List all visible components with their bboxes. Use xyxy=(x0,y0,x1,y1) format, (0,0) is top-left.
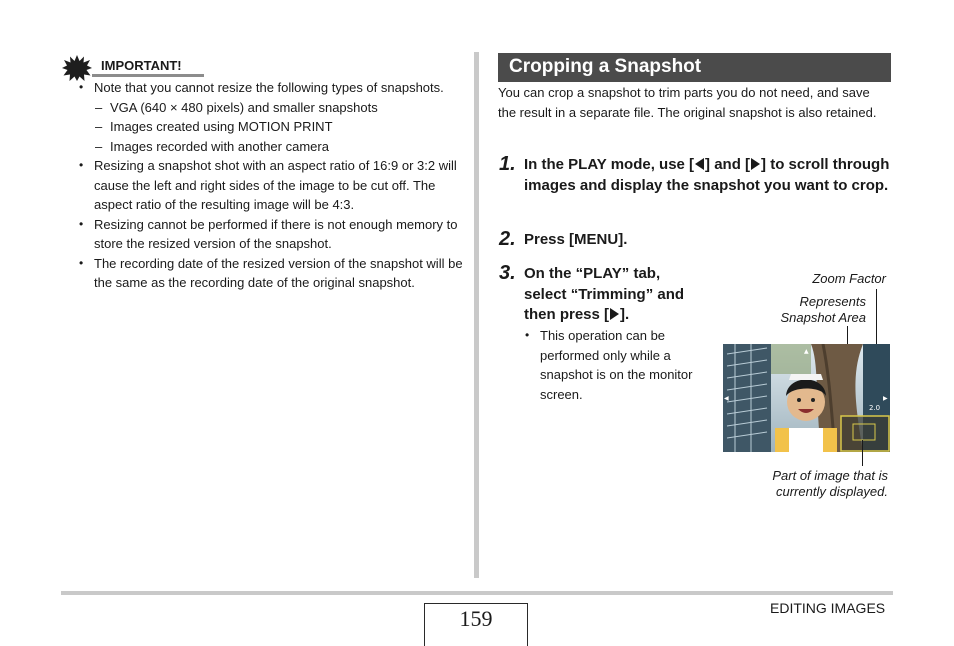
section-intro: You can crop a snapshot to trim parts you do not need, and save the result in a separate file. The original snapshot is also retained. xyxy=(498,85,877,120)
step-3-number: 3. xyxy=(499,262,516,284)
step-1-text: In the PLAY mode, use [ ] and [ ] to scroll through images and display the snapshot you want to crop. xyxy=(524,156,890,194)
footer-rule xyxy=(61,591,893,595)
note-sublist xyxy=(94,98,463,157)
note-item xyxy=(78,78,463,156)
svg-text:◀: ◀ xyxy=(724,395,729,402)
page-number: 159 xyxy=(459,606,493,631)
note-item: • Resizing cannot be performed if there is not enough memory to store the resized version of the snapshot. xyxy=(78,215,463,254)
note-subitem: – Images recorded with another camera xyxy=(94,137,463,157)
note-text: Note that you cannot resize the following types of snapshots. xyxy=(94,80,444,95)
column-divider xyxy=(474,52,479,578)
step-3-note: • This operation can be performed only while a snapshot is on the monitor screen. xyxy=(524,326,709,404)
callout-line-displayed-part xyxy=(862,440,863,466)
note-subitem: – Images created using MOTION PRINT xyxy=(94,117,463,137)
step-2-number: 2. xyxy=(499,228,516,250)
important-notes-list xyxy=(78,78,463,293)
note-item: • The recording date of the resized version of the snapshot will be the same as the recording date of the original snapshot. xyxy=(78,254,463,293)
step-1-number: 1. xyxy=(499,153,516,175)
svg-text:▼: ▼ xyxy=(804,442,809,449)
footer-section-name: EDITING IMAGES xyxy=(770,600,886,616)
callout-zoom-factor: Zoom Factor xyxy=(812,271,886,286)
note-item: • Resizing a snapshot shot with an aspect ratio of 16:9 or 3:2 will cause the left and right sides of the image to be cut off. The aspect ratio of the resulting image will be 4:3. xyxy=(78,156,463,215)
svg-text:▶: ▶ xyxy=(883,395,888,402)
left-arrow-icon xyxy=(695,158,704,170)
important-heading: IMPORTANT! xyxy=(101,58,182,73)
right-arrow-icon xyxy=(751,158,760,170)
right-arrow-icon xyxy=(610,308,619,320)
svg-text:▲: ▲ xyxy=(804,348,809,355)
step-3-text: On the “PLAY” tab, select “Trimming” and then press [ ]. xyxy=(524,265,685,324)
important-underline xyxy=(92,74,204,77)
callout-represents-snapshot-area: Represents Snapshot Area xyxy=(780,294,866,325)
section-title: Cropping a Snapshot xyxy=(509,56,702,77)
callout-displayed-part: Part of image that is currently displayed. xyxy=(772,468,888,499)
step-3-notes xyxy=(524,326,709,404)
step-2-text: Press [MENU]. xyxy=(524,231,628,248)
zoom-factor-readout: 2.0 xyxy=(869,404,881,412)
note-subitem: – VGA (640 × 480 pixels) and smaller snapshots xyxy=(94,98,463,118)
monitor-snapshot-image xyxy=(723,344,890,452)
